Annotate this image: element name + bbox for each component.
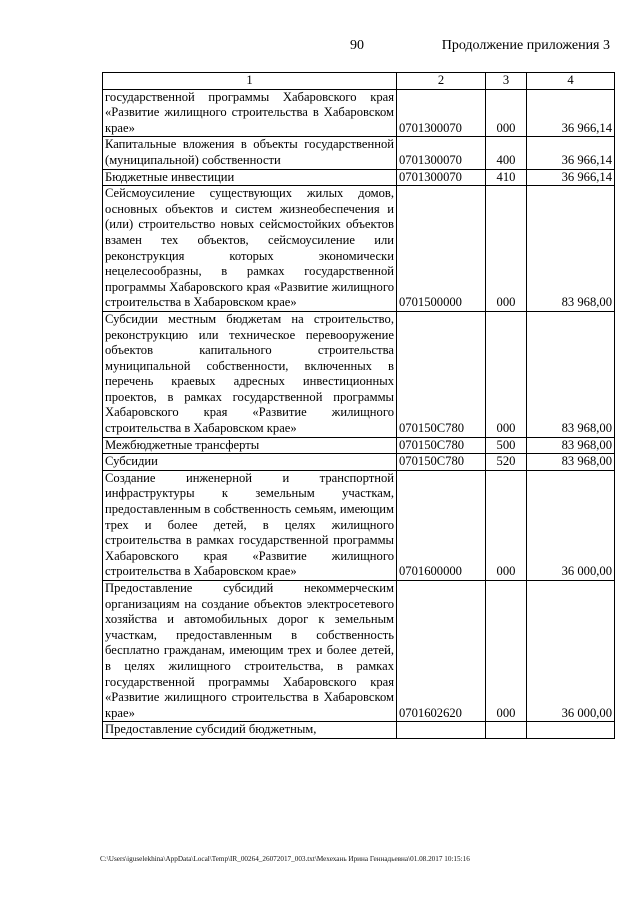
row-type: 520: [486, 454, 527, 471]
table-row: [103, 437, 615, 454]
budget-table: [102, 72, 615, 739]
row-sum: 36 966,14: [527, 137, 615, 169]
row-name: Капитальные вложения в объекты государственной (муниципальной) собственности: [103, 137, 397, 169]
row-code: 070150С780: [397, 437, 486, 454]
row-sum: 83 968,00: [527, 437, 615, 454]
row-code: [397, 722, 486, 739]
table-row: [103, 311, 615, 437]
column-header: 3: [486, 73, 527, 90]
page-header: [0, 38, 640, 58]
row-code: 0701300070: [397, 137, 486, 169]
row-type: 000: [486, 311, 527, 437]
row-name: Создание инженерной и транспортной инфраструктуры к земельным участкам, предоставленным в собственность семьям, имеющим трех и более детей, в целях жилищного строительства в рамках государственной программы Хабаровского края «Развитие жилищного строительства в Хабаровском крае»: [103, 470, 397, 580]
table-row: [103, 137, 615, 169]
row-sum: 36 966,14: [527, 89, 615, 137]
row-code: 0701600000: [397, 470, 486, 580]
row-type: 400: [486, 137, 527, 169]
row-code: 0701300070: [397, 169, 486, 186]
row-code: 0701300070: [397, 89, 486, 137]
row-code: 0701602620: [397, 581, 486, 722]
row-code: 0701500000: [397, 186, 486, 312]
row-code: 070150С780: [397, 454, 486, 471]
table-row: [103, 581, 615, 722]
file-path-footer: C:\Users\iguselekhina\AppData\Local\Temp\IR_00264_26072017_003.txt\Мехехань Ирина Геннадьевна\01.08.2017 10:15:16: [100, 855, 470, 863]
row-type: 000: [486, 89, 527, 137]
row-sum: 36 000,00: [527, 470, 615, 580]
continuation-label: Продолжение приложения 3: [441, 38, 610, 53]
row-sum: [527, 722, 615, 739]
row-name: Межбюджетные трансферты: [103, 437, 397, 454]
row-sum: 36 000,00: [527, 581, 615, 722]
row-type: 000: [486, 470, 527, 580]
row-sum: 36 966,14: [527, 169, 615, 186]
row-code: 070150С780: [397, 311, 486, 437]
row-name: Предоставление субсидий некоммерческим организациям на создание объектов электросетевого хозяйства и автомобильных дорог к земельным участкам, предоставленным в собственность бесплатно гражданам, имеющим трех и более детей, в целях жилищного строительства, в рамках государственной программы Хабаровского края «Развитие жилищного строительства в Хабаровском крае»: [103, 581, 397, 722]
row-type: 410: [486, 169, 527, 186]
table-header-row: [103, 73, 615, 90]
column-header: 4: [527, 73, 615, 90]
row-name: Бюджетные инвестиции: [103, 169, 397, 186]
table-row: [103, 470, 615, 580]
table-row: [103, 169, 615, 186]
row-type: 500: [486, 437, 527, 454]
row-type: [486, 722, 527, 739]
table-row: [103, 454, 615, 471]
row-name: Предоставление субсидий бюджетным,: [103, 722, 397, 739]
row-type: 000: [486, 186, 527, 312]
row-sum: 83 968,00: [527, 454, 615, 471]
row-name: Субсидии местным бюджетам на строительство, реконструкцию или техническое перевооружение объектов капитального строительства муниципальной собственности, включенных в перечень краевых адресных инвестиционных проектов, в рамках государственной программы Хабаровского края «Развитие жилищного строительства в Хабаровском крае»: [103, 311, 397, 437]
column-header: 2: [397, 73, 486, 90]
row-name: государственной программы Хабаровского края «Развитие жилищного строительства в Хабаровском крае»: [103, 89, 397, 137]
row-name: Сейсмоусиление существующих жилых домов, основных объектов и систем жизнеобеспечения и (или) строительство новых сейсмостойких объектов взамен тех объектов, сейсмоусиление или реконструкция которых экономически нецелесообразны, в рамках государственной программы Хабаровского края «Развитие жилищного строительства в Хабаровском крае»: [103, 186, 397, 312]
table-row: [103, 722, 615, 739]
row-name: Субсидии: [103, 454, 397, 471]
table-row: [103, 186, 615, 312]
table-row: [103, 89, 615, 137]
page-number: 90: [350, 38, 364, 53]
column-header: 1: [103, 73, 397, 90]
row-sum: 83 968,00: [527, 186, 615, 312]
row-type: 000: [486, 581, 527, 722]
row-sum: 83 968,00: [527, 311, 615, 437]
